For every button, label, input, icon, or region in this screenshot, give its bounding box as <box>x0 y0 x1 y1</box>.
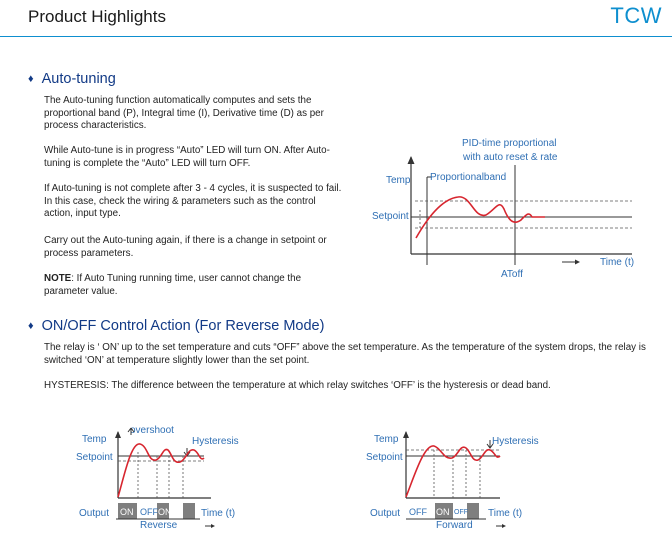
time-label: Time (t) <box>201 508 236 519</box>
diamond-bullet-icon: ♦ <box>28 73 34 85</box>
pid-label-line-2: with auto reset & rate <box>463 152 558 163</box>
temp-label: Temp <box>374 434 399 445</box>
off-label-1: OFF <box>140 507 158 517</box>
on-label-1: ON <box>120 507 134 517</box>
auto-tuning-paragraph-3: If Auto-tuning is not complete after 3 - 4 cycles, it is suspected to fail. In this case, check the wiring & parameters such as the control action, input type. <box>44 183 342 220</box>
forward-mode-diagram <box>368 422 568 537</box>
auto-tuning-paragraph-2: While Auto-tune is in progress “Auto” LED will turn ON. After Auto-tuning is complete the “Auto” LED will turn OFF. <box>44 145 330 169</box>
brand-logo: TCW <box>610 3 662 28</box>
auto-tuning-paragraph-4: Carry out the Auto-tuning again, if there is a change in setpoint or process parameters. <box>44 235 327 259</box>
auto-tuning-heading <box>28 71 116 87</box>
pid-label-line-1: PID-time proportional <box>462 138 557 149</box>
y-axis-arrow-icon <box>403 431 409 438</box>
diamond-bullet-icon: ♦ <box>28 320 34 332</box>
note-text: : If Auto Tuning running time, user cannot change the parameter value. <box>44 273 302 297</box>
hysteresis-label: Hysteresis <box>192 436 239 447</box>
auto-tuning-paragraph-1: The Auto-tuning function automatically computes and sets the proportional band (P), Integral time (I), Derivative time (D) as per process characteristics. <box>44 95 324 132</box>
time-arrow-icon <box>575 260 580 265</box>
page-title: Product Highlights <box>28 7 166 26</box>
setpoint-label: Setpoint <box>372 211 409 222</box>
atoff-label: AToff <box>501 269 523 280</box>
reverse-mode-diagram <box>76 422 276 537</box>
overshoot-label: overshoot <box>130 425 174 436</box>
time-label: Time (t) <box>488 508 523 519</box>
proportional-band-label: Proportionalband <box>430 172 507 183</box>
hysteresis-label: Hysteresis <box>492 436 539 447</box>
forward-caption: Forward <box>436 520 473 531</box>
note-label: NOTE <box>44 273 72 284</box>
output-label: Output <box>79 508 110 519</box>
onoff-title: ON/OFF Control Action (For Reverse Mode) <box>41 318 325 334</box>
temp-label: Temp <box>386 175 411 186</box>
off-label-1: OFF <box>409 507 427 517</box>
output-label: Output <box>370 508 401 519</box>
auto-tuning-title: Auto-tuning <box>41 71 116 87</box>
reverse-response-curve <box>118 444 204 497</box>
time-arrow-icon <box>211 524 215 528</box>
output-on-block-3 <box>183 503 195 519</box>
onoff-heading <box>28 318 324 334</box>
output-on-block-2 <box>467 503 479 519</box>
y-axis-arrow-icon <box>115 431 121 438</box>
on-label-1: ON <box>436 507 450 517</box>
header-divider <box>0 36 672 37</box>
pid-autotune-diagram <box>370 135 640 280</box>
time-label: Time (t) <box>600 257 635 268</box>
on-label-2: ON <box>158 507 172 517</box>
y-axis-arrow-icon <box>408 156 415 164</box>
auto-tuning-note <box>44 273 336 298</box>
time-arrow-icon <box>502 524 506 528</box>
off-label-2: OFF <box>454 509 468 516</box>
reverse-caption: Reverse <box>140 520 178 531</box>
setpoint-label: Setpoint <box>76 452 113 463</box>
setpoint-label: Setpoint <box>366 452 403 463</box>
onoff-paragraph-2: HYSTERESIS: The difference between the temperature at which relay switches ‘OFF’ is the hysteresis or dead band. <box>44 380 551 391</box>
temp-label: Temp <box>82 434 107 445</box>
onoff-paragraph-1: The relay is ‘ ON’ up to the set temperature and cuts “OFF” above the set temperature. As the temperature of the system drops, the relay is switched ‘ON’ at temperature slightly lower than the set point. <box>44 342 646 366</box>
